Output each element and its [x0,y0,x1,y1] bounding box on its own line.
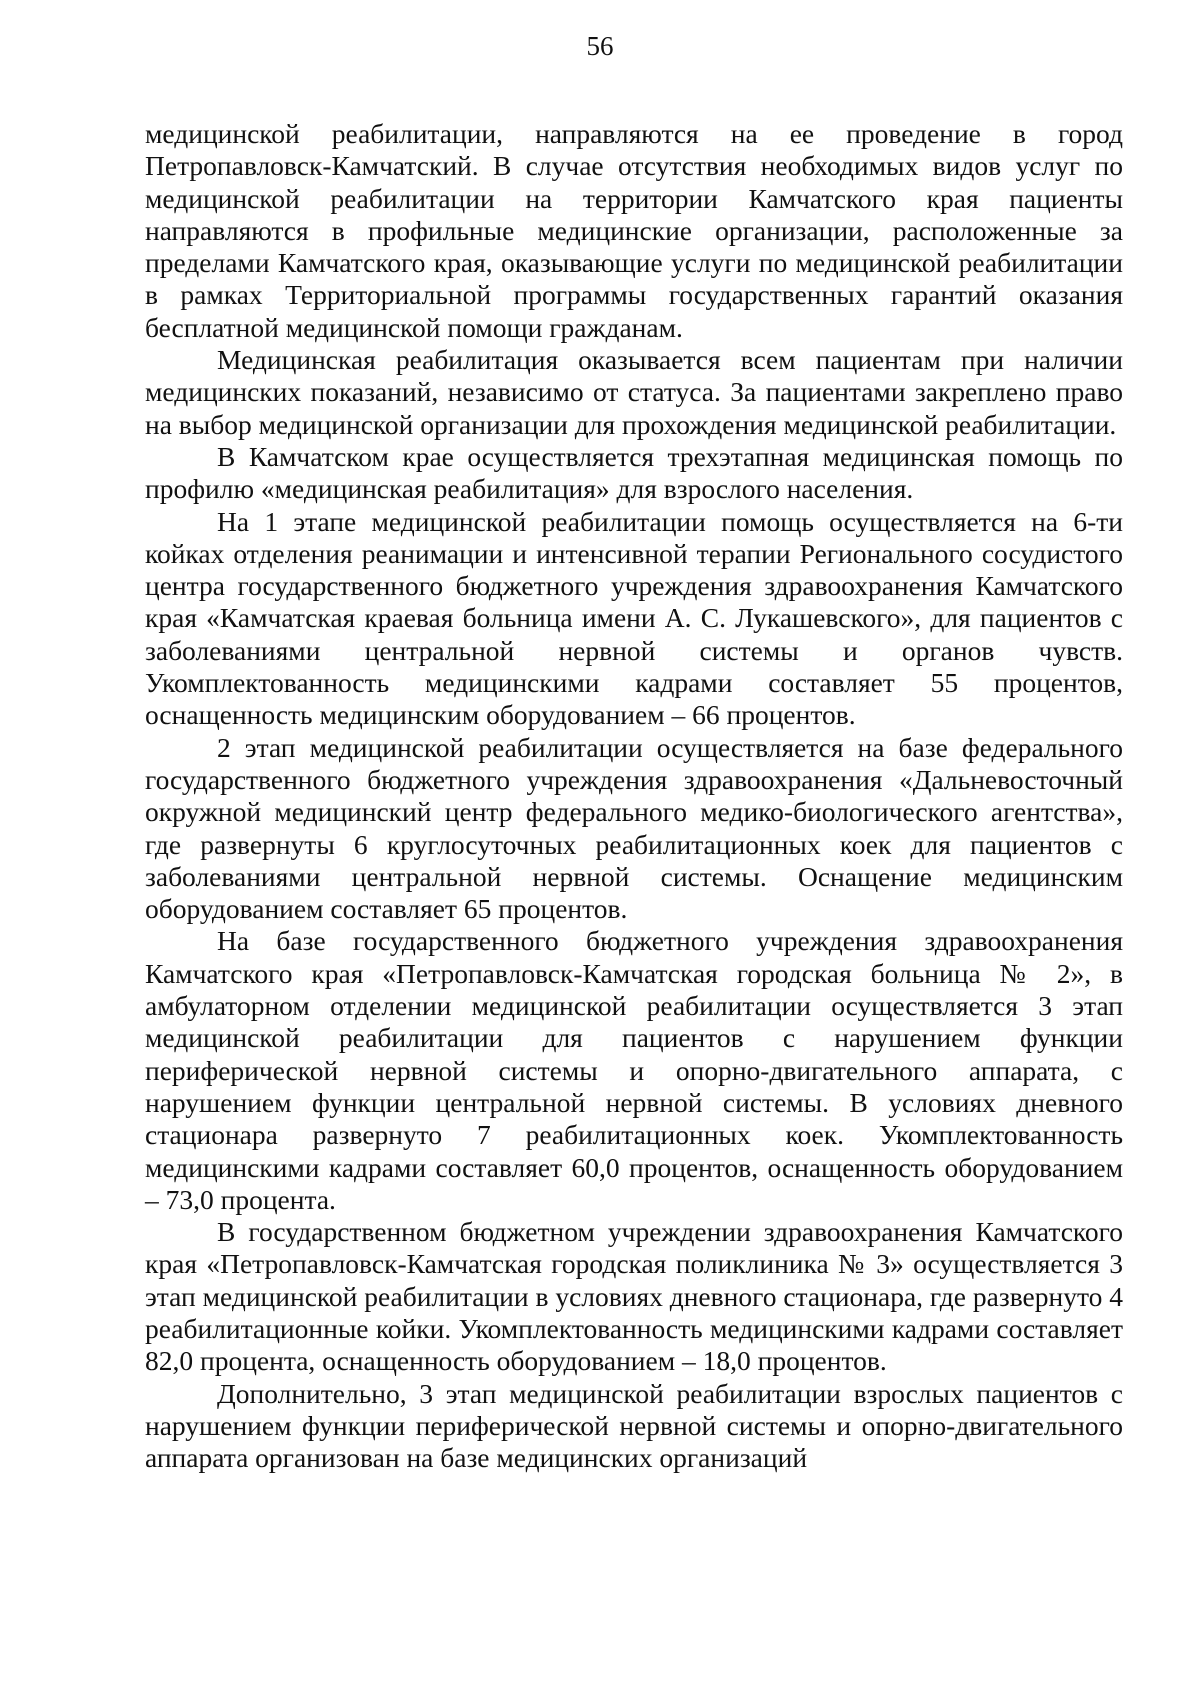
paragraph-rehabilitation-referral: медицинской реабилитации, направляются на ее проведение в город Петропавловск-Камчатский. В случае отсутствия необходимых видов услуг по медицинской реабилитации на территории Камчатского края пациенты направляются в профильные медицинские организации, расположенные за пределами Камчатского края, оказывающие услуги по медицинской реабилитации в рамках Территориальной программы государственных гарантий оказания бесплатной медицинской помощи гражданам. [145,118,1123,343]
paragraph-stage-three-hospital-2: На базе государственного бюджетного учреждения здравоохранения Камчатского края «Петропавловск-Камчатская городская больница № 2», в амбулаторном отделении медицинской реабилитации осуществляется 3 этап медицинской реабилитации для пациентов с нарушением функции периферической нервной системы и опорно-двигательного аппарата, с нарушением функции центральной нервной системы. В условиях дневного стационара развернуто 7 реабилитационных коек. Укомплектованность медицинскими кадрами составляет 60,0 процентов, оснащенность оборудованием – 73,0 процента. [145,925,1123,1215]
paragraph-stage-three-additional: Дополнительно, 3 этап медицинской реабилитации взрослых пациентов с нарушением функции периферической нервной системы и опорно-двигательного аппарата организован на базе медицинских организаций [145,1377,1123,1474]
paragraph-rehabilitation-access: Медицинская реабилитация оказывается всем пациентам при наличии медицинских показаний, независимо от статуса. За пациентами закреплено право на выбор медицинской организации для прохождения медицинской реабилитации. [145,344,1123,440]
paragraph-stage-two: 2 этап медицинской реабилитации осуществляется на базе федерального государственного бюджетного учреждения здравоохранения «Дальневосточный окружной медицинский центр федерального медико-биологического агентства», где развернуты 6 круглосуточных реабилитационных коек для пациентов с заболеваниями центральной нервной системы. Оснащение медицинским оборудованием составляет 65 процентов. [145,731,1123,925]
page-number: 56 [586,31,614,61]
document-body [145,118,1123,1474]
paragraph-stage-one: На 1 этапе медицинской реабилитации помощь осуществляется на 6-ти койках отделения реанимации и интенсивной терапии Регионального сосудистого центра государственного бюджетного учреждения здравоохранения Камчатского края «Камчатская краевая больница имени А. С. Лукашевского», для пациентов с заболеваниями центральной нервной системы и органов чувств. Укомплектованность медицинскими кадрами составляет 55 процентов, оснащенность медицинским оборудованием – 66 процентов. [145,505,1123,731]
paragraph-stage-three-polyclinic-3: В государственном бюджетном учреждении здравоохранения Камчатского края «Петропавловск-Камчатская городская поликлиника № 3» осуществляется 3 этап медицинской реабилитации в условиях дневного стационара, где развернуто 4 реабилитационные койки. Укомплектованность медицинскими кадрами составляет 82,0 процента, оснащенность оборудованием – 18,0 процентов. [145,1216,1123,1377]
paragraph-three-stage-care: В Камчатском крае осуществляется трехэтапная медицинская помощь по профилю «медицинская реабилитация» для взрослого населения. [145,440,1123,505]
